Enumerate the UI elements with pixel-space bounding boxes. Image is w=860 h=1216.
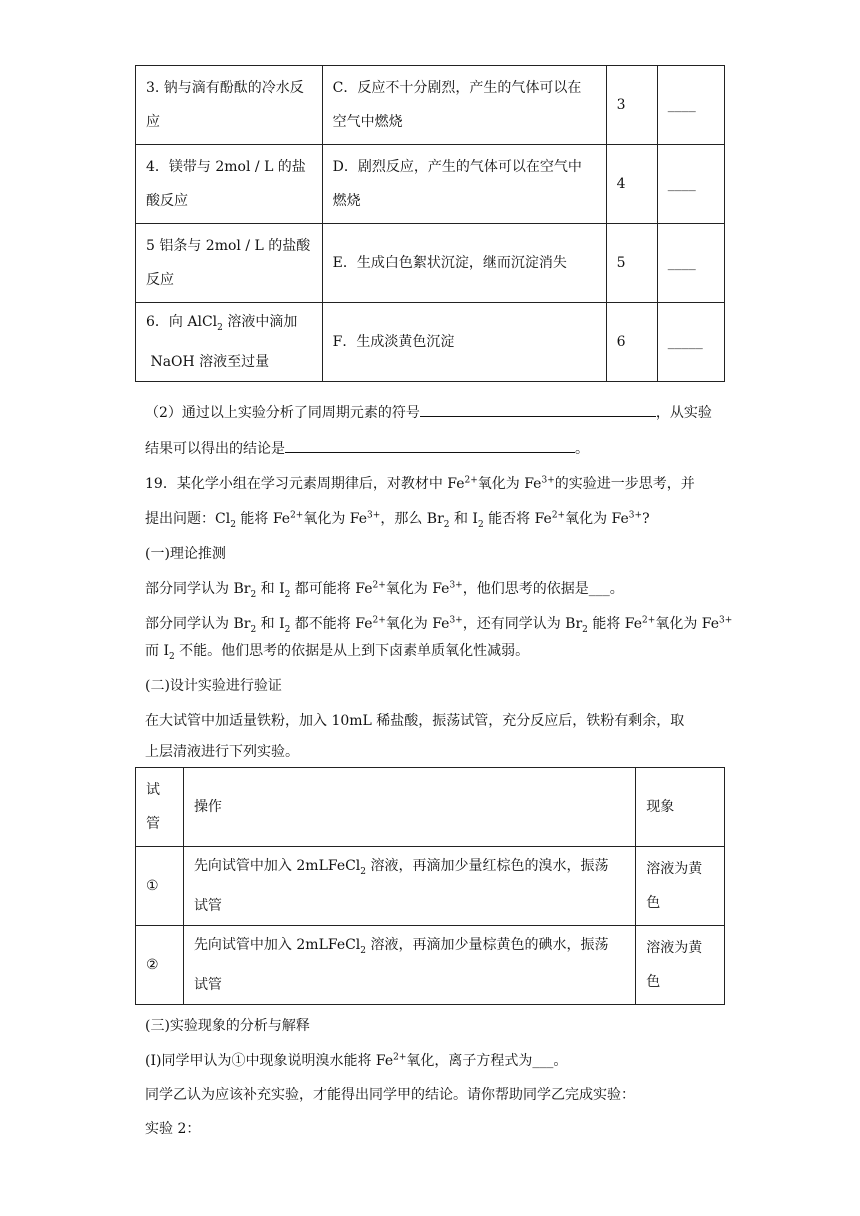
table-cell: 3. 钠与滴有酚酞的冷水反 应 [136,66,323,145]
table-row [136,847,725,926]
experiment-table-2 [135,767,725,1005]
table-cell: 溶液为黄 色 [636,926,725,1005]
experiment-table-1 [135,65,725,382]
paragraph: 同学乙认为应该补充实验，才能得出同学甲的结论。请你帮助同学乙完成实验： [145,1087,635,1103]
table-cell: 5 铝条与 2mol / L 的盐酸 反应 [136,224,323,303]
paragraph: 部分同学认为 $Br_2$ 和 $I_2$ 都可能将 $Fe^{2+}$氧化为 $Fe^{3+}$，他们思考的依据是___。 [145,580,624,600]
table-cell: D．剧烈反应，产生的气体可以在空气中 燃烧 [322,145,606,224]
question-2-line-2: 结果可以得出的结论是 。 [145,438,735,458]
table-cell: E．生成白色絮状沉淀，继而沉淀消失 [322,224,606,303]
question-2-line-1: （2）通过以上实验分析了同周期元素的符号 ，从实验 [145,402,735,422]
answer-cell: _____ [657,303,724,382]
question-19-line-2: 提出问题：$Cl_2$ 能将 $Fe^{2+}$氧化为 $Fe^{3+}$，那么 $Br_2$ 和 $I_2$ 能否将 $Fe^{2+}$氧化为 $Fe^{3+}$? [145,510,650,530]
answer-blank[interactable] [420,402,656,417]
answer-cell: ____ [657,224,724,303]
table-cell: 现象 [636,768,725,847]
table-row [136,303,725,382]
table-cell: 溶液为黄 色 [636,847,725,926]
table-cell: C．反应不十分剧烈，产生的气体可以在 空气中燃烧 [322,66,606,145]
table-cell: ② [136,926,184,1005]
paragraph: 而 $I_2$ 不能。他们思考的依据是从上到下卤素单质氧化性减弱。 [145,643,530,662]
table-cell: 试 管 [136,768,184,847]
paragraph: 实验 2： [145,1121,201,1137]
paragraph: 部分同学认为 $Br_2$ 和 $I_2$ 都不能将 $Fe^{2+}$氧化为 $Fe^{3+}$，还有同学认为 $Br_2$ 能将 $Fe^{2+}$氧化为 $Fe^{3+}$ [145,615,733,635]
answer-blank[interactable] [285,438,575,453]
paragraph: 上层清液进行下列实验。 [145,744,299,760]
paragraph: (I)同学甲认为①中现象说明溴水能将 $Fe^{2+}$氧化，离子方程式为___。 [145,1052,568,1069]
answer-cell: ____ [657,145,724,224]
table-cell: F．生成淡黄色沉淀 [322,303,606,382]
table-cell: 4．镁带与 2mol / L 的盐 酸反应 [136,145,323,224]
table-row [136,145,725,224]
table-cell: 6．向 AlCl$_2$ 溶液中滴加 NaOH 溶液至过量 [136,303,323,382]
table-cell: 操作 [183,768,635,847]
table-row [136,926,725,1005]
table-cell: 先向试管中加入 2mLFeCl$_2$ 溶液，再滴加少量红棕色的溴水，振荡 试管 [183,847,635,926]
table-cell: 3 [606,66,657,145]
table-cell: ① [136,847,184,926]
answer-cell: ____ [657,66,724,145]
table-cell: 5 [606,224,657,303]
question-19-line-1: 19．某化学小组在学习元素周期律后，对教材中 $Fe^{2+}$氧化为 $Fe^{3+}$的实验进一步思考，并 [145,475,695,492]
table-cell: 先向试管中加入 2mLFeCl$_2$ 溶液，再滴加少量棕黄色的碘水，振荡 试管 [183,926,635,1005]
table-cell: 6 [606,303,657,382]
table-row [136,224,725,303]
paragraph: 在大试管中加适量铁粉，加入 10mL 稀盐酸，振荡试管，充分反应后，铁粉有剩余，取 [145,713,685,729]
table-row [136,66,725,145]
section-heading-1: (一)理论推测 [145,546,226,562]
section-heading-2: (二)设计实验进行验证 [145,678,282,694]
section-heading-3: (三)实验现象的分析与解释 [145,1018,310,1034]
table-cell: 4 [606,145,657,224]
table-header-row [136,768,725,847]
